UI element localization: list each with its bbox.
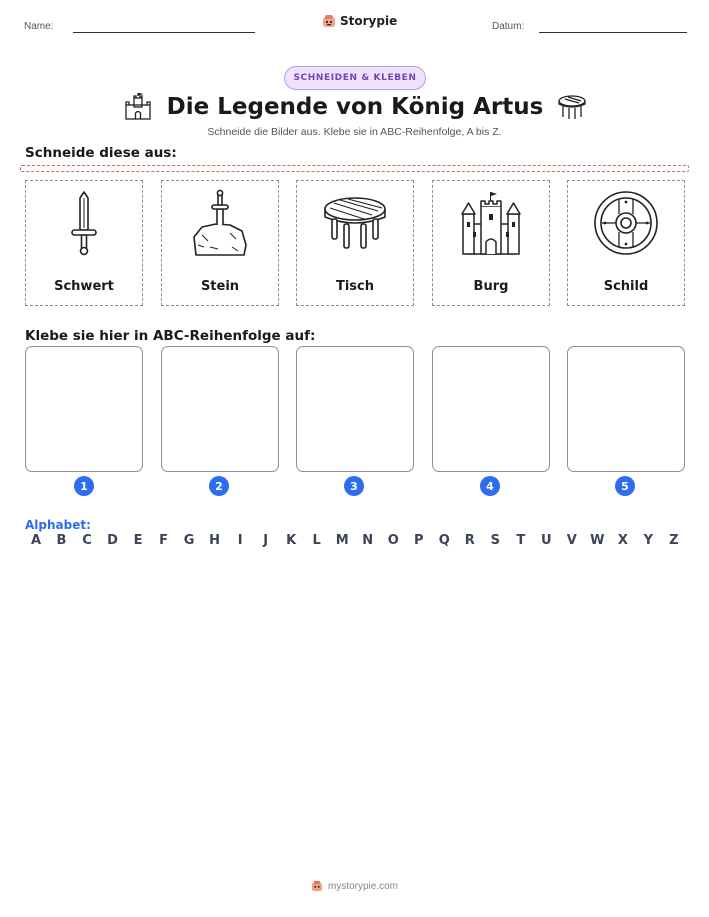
alphabet-letter: P: [413, 533, 424, 548]
cut-card-tisch[interactable]: [296, 180, 414, 306]
footer: [0, 880, 709, 892]
shield-icon: [593, 190, 659, 256]
alphabet-letter: J: [263, 533, 269, 548]
cut-card-stein[interactable]: [161, 180, 279, 306]
page-title: Die Legende von König Artus: [166, 94, 544, 120]
brand-name: Storypie: [340, 14, 398, 28]
round-table-icon: [557, 93, 587, 121]
alphabet-letter: Y: [643, 533, 654, 548]
alphabet-letter: G: [183, 533, 195, 548]
date-label: Datum:: [492, 21, 525, 32]
alphabet-letter: U: [541, 533, 552, 548]
alphabet-letter: C: [82, 533, 92, 548]
cut-line: [20, 165, 689, 172]
date-line[interactable]: [539, 32, 687, 33]
alphabet-letter: K: [286, 533, 297, 548]
alphabet-letter: A: [30, 533, 42, 548]
alphabet-letter: E: [133, 533, 143, 548]
activity-badge: SCHNEIDEN & KLEBEN: [284, 66, 426, 90]
alphabet-letter: I: [237, 533, 243, 548]
alphabet-letter: O: [387, 533, 399, 548]
round-table-icon: [322, 195, 388, 251]
alphabet-letter: V: [566, 533, 577, 548]
castle-icon: [123, 93, 153, 121]
slot-number-badge: 2: [209, 476, 229, 496]
paste-slot-3[interactable]: [296, 346, 414, 472]
paste-slot-4[interactable]: [432, 346, 550, 472]
storypie-mascot-icon: [322, 14, 336, 28]
card-label: Stein: [200, 279, 240, 294]
card-label: Schild: [603, 279, 649, 294]
title-row: [120, 90, 590, 124]
alphabet-row: [25, 533, 685, 548]
alphabet-letter: Z: [669, 533, 679, 548]
slot-number-badge: 3: [344, 476, 364, 496]
alphabet-letter: X: [617, 533, 628, 548]
card-label: Schwert: [54, 279, 114, 294]
name-label: Name:: [24, 21, 54, 32]
cut-card-schwert[interactable]: [25, 180, 143, 306]
paste-heading: Klebe sie hier in ABC-Reihenfolge auf:: [25, 328, 316, 344]
paste-slot-2[interactable]: [161, 346, 279, 472]
footer-site: mystorypie.com: [327, 880, 398, 892]
slot-number-badge: 5: [615, 476, 635, 496]
paste-slot-1[interactable]: [25, 346, 143, 472]
cut-heading: Schneide diese aus:: [25, 145, 177, 161]
alphabet-letter: S: [490, 533, 500, 548]
alphabet-letter: M: [335, 533, 349, 548]
cut-card-burg[interactable]: [432, 180, 550, 306]
alphabet-letter: W: [590, 533, 605, 548]
paste-slot-5[interactable]: [567, 346, 685, 472]
alphabet-letter: F: [159, 533, 169, 548]
sword-icon: [64, 190, 104, 256]
castle-icon: [459, 190, 523, 256]
alphabet-letter: L: [312, 533, 321, 548]
alphabet-letter: D: [107, 533, 118, 548]
brand-logo: [322, 14, 397, 28]
alphabet-letter: H: [209, 533, 221, 548]
alphabet-letter: R: [464, 533, 475, 548]
instructions: Schneide die Bilder aus. Klebe sie in ABC-Reihenfolge, A bis Z.: [207, 126, 502, 138]
storypie-mascot-icon: [311, 880, 323, 892]
name-line[interactable]: [73, 32, 255, 33]
alphabet-letter: B: [56, 533, 67, 548]
alphabet-letter: N: [362, 533, 374, 548]
cut-card-schild[interactable]: [567, 180, 685, 306]
alphabet-label: Alphabet:: [25, 518, 91, 532]
card-label: Burg: [473, 279, 509, 294]
sword-in-stone-icon: [190, 189, 250, 257]
alphabet-letter: Q: [438, 533, 450, 548]
slot-number-badge: 4: [480, 476, 500, 496]
card-label: Tisch: [335, 279, 375, 294]
alphabet-letter: T: [516, 533, 526, 548]
slot-number-badge: 1: [74, 476, 94, 496]
